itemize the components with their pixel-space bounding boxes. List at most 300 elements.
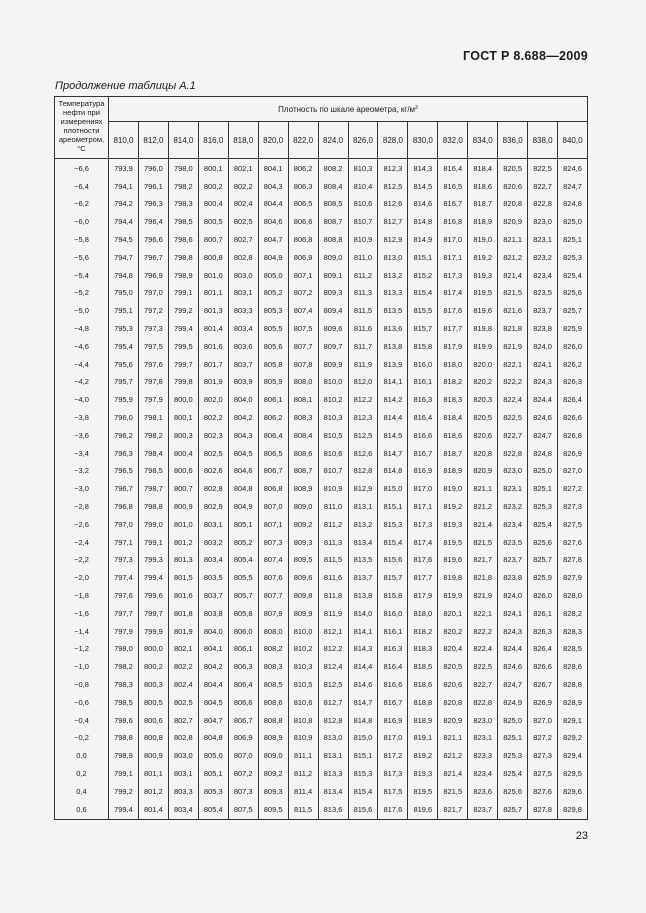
density-cell: 798,8 [138,498,168,516]
density-cell: 795,6 [109,355,139,373]
density-cell: 810,9 [348,231,378,249]
density-cell: 819,9 [438,587,468,605]
density-column-header: 830,0 [408,122,438,159]
density-cell: 823,5 [498,533,528,551]
density-cell: 828,6 [558,658,588,676]
density-cell: 815,8 [378,587,408,605]
density-cell: 811,2 [288,765,318,783]
density-cell: 815,8 [408,337,438,355]
density-cell: 798,2 [138,426,168,444]
density-cell: 810,8 [288,711,318,729]
table-row [55,248,588,266]
density-cell: 801,6 [198,337,228,355]
density-cell: 814,8 [378,462,408,480]
table-row [55,782,588,800]
page-number: 23 [575,830,588,842]
density-cell: 811,0 [318,498,348,516]
density-cell: 816,3 [408,391,438,409]
density-cell: 820,6 [498,177,528,195]
density-table [54,96,588,820]
density-cell: 821,1 [468,480,498,498]
density-cell: 796,9 [138,266,168,284]
density-cell: 821,4 [468,515,498,533]
table-row [55,213,588,231]
density-cell: 805,1 [228,515,258,533]
density-cell: 816,7 [378,693,408,711]
density-cell: 798,3 [109,676,139,694]
density-cell: 810,9 [318,480,348,498]
density-cell: 824,9 [498,693,528,711]
density-cell: 798,6 [109,711,139,729]
density-cell: 808,2 [318,159,348,178]
density-cell: 804,8 [198,729,228,747]
density-cell: 821,2 [468,498,498,516]
density-cell: 818,9 [438,462,468,480]
density-cell: 817,5 [378,782,408,800]
density-cell: 819,3 [438,515,468,533]
density-cell: 814,2 [378,391,408,409]
density-cell: 815,1 [378,498,408,516]
table-row [55,711,588,729]
density-column-header: 824,0 [318,122,348,159]
density-cell: 825,0 [528,462,558,480]
density-cell: 812,8 [348,462,378,480]
density-cell: 822,1 [468,604,498,622]
density-cell: 828,5 [558,640,588,658]
density-cell: 823,4 [468,765,498,783]
density-cell: 825,7 [498,800,528,819]
density-cell: 823,2 [498,498,528,516]
density-cell: 801,4 [198,320,228,338]
density-cell: 799,6 [138,587,168,605]
density-cell: 810,3 [318,409,348,427]
density-cell: 802,3 [198,426,228,444]
density-cell: 799,7 [168,355,198,373]
density-cell: 824,0 [498,587,528,605]
density-cell: 810,4 [348,177,378,195]
density-cell: 811,5 [348,302,378,320]
density-cell: 813,7 [348,569,378,587]
density-cell: 823,3 [468,747,498,765]
density-cell: 815,0 [348,729,378,747]
density-cell: 811,1 [288,747,318,765]
density-cell: 805,5 [228,569,258,587]
temperature-cell: −1,0 [55,658,109,676]
density-cell: 801,2 [168,533,198,551]
density-cell: 797,2 [138,302,168,320]
density-cell: 811,2 [318,515,348,533]
table-caption: Продолжение таблицы А.1 [55,80,196,92]
density-cell: 809,6 [288,569,318,587]
density-cell: 801,6 [168,587,198,605]
density-cell: 812,7 [378,213,408,231]
density-cell: 824,6 [558,159,588,178]
density-cell: 810,6 [318,444,348,462]
table-body [55,159,588,820]
density-cell: 796,1 [138,177,168,195]
density-cell: 804,2 [228,409,258,427]
density-cell: 814,4 [378,409,408,427]
density-cell: 815,4 [378,533,408,551]
density-cell: 812,7 [318,693,348,711]
density-cell: 820,5 [438,658,468,676]
density-cell: 824,4 [528,391,558,409]
density-cell: 821,7 [468,551,498,569]
density-cell: 812,5 [318,676,348,694]
temperature-cell: −0,4 [55,711,109,729]
density-cell: 794,4 [109,213,139,231]
table-row [55,676,588,694]
density-cell: 822,4 [468,640,498,658]
density-cell: 810,7 [318,462,348,480]
density-cell: 816,5 [438,177,468,195]
table-row [55,765,588,783]
density-cell: 804,3 [228,426,258,444]
density-cell: 827,2 [528,729,558,747]
density-cell: 800,1 [198,159,228,178]
temperature-cell: −5,8 [55,231,109,249]
density-cell: 827,0 [558,462,588,480]
density-cell: 826,0 [558,337,588,355]
density-cell: 812,5 [378,177,408,195]
density-cell: 807,3 [228,782,258,800]
density-cell: 815,4 [348,782,378,800]
density-cell: 824,6 [528,409,558,427]
density-cell: 799,2 [168,302,198,320]
density-cell: 800,6 [168,462,198,480]
density-cell: 809,4 [318,302,348,320]
density-cell: 799,1 [109,765,139,783]
density-cell: 819,8 [438,569,468,587]
density-cell: 816,0 [408,355,438,373]
density-cell: 798,5 [138,462,168,480]
density-cell: 808,1 [288,391,318,409]
density-cell: 811,6 [318,569,348,587]
density-cell: 806,2 [258,409,288,427]
density-cell: 816,6 [408,426,438,444]
density-cell: 820,1 [438,604,468,622]
density-cell: 829,4 [558,747,588,765]
density-cell: 812,4 [318,658,348,676]
density-cell: 796,0 [138,159,168,178]
density-cell: 807,4 [288,302,318,320]
density-cell: 823,1 [468,729,498,747]
density-cell: 821,1 [498,231,528,249]
density-cell: 803,2 [198,533,228,551]
density-cell: 814,1 [378,373,408,391]
density-cell: 823,0 [528,213,558,231]
table-row [55,533,588,551]
temperature-cell: 0,2 [55,765,109,783]
density-cell: 806,1 [258,391,288,409]
density-cell: 797,9 [138,391,168,409]
density-cell: 804,3 [258,177,288,195]
density-cell: 811,9 [318,604,348,622]
density-cell: 825,1 [498,729,528,747]
density-cell: 807,0 [228,747,258,765]
density-cell: 808,7 [288,462,318,480]
density-cell: 820,0 [468,355,498,373]
table-row [55,284,588,302]
table-row [55,337,588,355]
density-cell: 815,2 [408,266,438,284]
density-cell: 821,2 [498,248,528,266]
temperature-cell: −5,2 [55,284,109,302]
density-cell: 822,8 [498,444,528,462]
density-cell: 813,9 [378,355,408,373]
density-cell: 804,7 [198,711,228,729]
table-row [55,355,588,373]
temperature-cell: −6,0 [55,213,109,231]
density-cell: 810,0 [318,373,348,391]
density-cell: 805,3 [198,782,228,800]
density-column-header: 836,0 [498,122,528,159]
table-row [55,409,588,427]
density-cell: 819,9 [468,337,498,355]
density-cell: 809,3 [318,284,348,302]
density-cell: 796,2 [109,426,139,444]
density-cell: 803,4 [168,800,198,819]
table-row [55,444,588,462]
density-cell: 826,4 [528,640,558,658]
density-cell: 812,6 [348,444,378,462]
temperature-cell: −4,6 [55,337,109,355]
density-cell: 803,4 [198,551,228,569]
density-cell: 820,8 [438,693,468,711]
density-cell: 802,8 [198,480,228,498]
density-cell: 809,0 [318,248,348,266]
table-row [55,747,588,765]
density-cell: 812,1 [318,622,348,640]
density-cell: 798,7 [138,480,168,498]
temperature-cell: −4,2 [55,373,109,391]
density-cell: 819,3 [468,266,498,284]
density-cell: 827,6 [558,533,588,551]
density-cell: 817,4 [408,533,438,551]
table-row [55,320,588,338]
density-cell: 817,6 [378,800,408,819]
density-cell: 807,1 [288,266,318,284]
density-cell: 804,5 [228,444,258,462]
density-cell: 812,5 [348,426,378,444]
density-cell: 821,4 [498,266,528,284]
density-cell: 819,3 [408,765,438,783]
table-row [55,658,588,676]
density-cell: 823,7 [468,800,498,819]
density-cell: 828,9 [558,693,588,711]
density-cell: 814,5 [408,177,438,195]
density-span-header-text: Плотность по шкале ареометра, кг/м [278,104,416,114]
temperature-cell: −3,0 [55,480,109,498]
table-row [55,462,588,480]
density-cell: 800,9 [138,747,168,765]
density-cell: 808,4 [288,426,318,444]
density-cell: 798,0 [109,640,139,658]
density-cell: 802,2 [228,177,258,195]
density-cell: 804,4 [198,676,228,694]
density-cell: 800,3 [138,676,168,694]
density-cell: 818,7 [468,195,498,213]
density-cell: 805,4 [228,551,258,569]
density-span-header [109,97,588,122]
density-cell: 804,0 [198,622,228,640]
density-cell: 818,7 [438,444,468,462]
density-cell: 820,8 [468,444,498,462]
density-cell: 806,9 [228,729,258,747]
density-cell: 811,0 [348,248,378,266]
density-cell: 809,3 [258,782,288,800]
density-cell: 820,8 [498,195,528,213]
density-cell: 823,6 [468,782,498,800]
density-cell: 802,8 [228,248,258,266]
temperature-cell: −5,6 [55,248,109,266]
density-cell: 821,7 [438,800,468,819]
density-cell: 828,8 [558,676,588,694]
density-cell: 804,6 [228,462,258,480]
density-column-header: 812,0 [138,122,168,159]
density-cell: 822,2 [498,373,528,391]
density-cell: 808,6 [288,444,318,462]
density-cell: 809,1 [318,266,348,284]
density-cell: 818,8 [408,693,438,711]
density-cell: 819,6 [408,800,438,819]
density-cell: 825,1 [528,480,558,498]
density-cell: 798,2 [109,658,139,676]
density-column-header: 814,0 [168,122,198,159]
temperature-cell: −0,6 [55,693,109,711]
density-cell: 810,2 [318,391,348,409]
density-cell: 803,1 [228,284,258,302]
density-cell: 803,5 [198,569,228,587]
density-cell: 805,8 [228,604,258,622]
density-cell: 801,1 [198,284,228,302]
density-cell: 805,4 [198,800,228,819]
density-cell: 800,8 [198,248,228,266]
density-cell: 827,8 [528,800,558,819]
density-cell: 806,9 [288,248,318,266]
density-cell: 823,5 [528,284,558,302]
density-cell: 820,9 [438,711,468,729]
density-cell: 800,9 [168,498,198,516]
density-cell: 813,5 [378,302,408,320]
density-cell: 795,4 [109,337,139,355]
density-cell: 825,3 [528,498,558,516]
density-cell: 820,3 [468,391,498,409]
temperature-column-header: Температура нефти при измерениях плотности ареометром, °С [55,97,109,159]
density-cell: 799,7 [138,604,168,622]
density-cell: 821,5 [498,284,528,302]
table-row [55,231,588,249]
density-cell: 810,2 [288,640,318,658]
density-cell: 817,3 [408,515,438,533]
density-cell: 819,1 [408,729,438,747]
density-cell: 797,0 [138,284,168,302]
density-cell: 811,2 [348,266,378,284]
density-cell: 827,6 [528,782,558,800]
density-cell: 802,7 [168,711,198,729]
density-cell: 826,1 [528,604,558,622]
density-column-header: 828,0 [378,122,408,159]
density-cell: 809,2 [258,765,288,783]
density-cell: 804,4 [258,195,288,213]
density-unit-superscript: 3 [415,104,418,111]
density-cell: 818,4 [438,409,468,427]
standard-designation: ГОСТ Р 8.688—2009 [463,49,588,63]
density-cell: 797,5 [138,337,168,355]
density-cell: 817,0 [438,231,468,249]
density-cell: 816,7 [408,444,438,462]
density-cell: 821,1 [438,729,468,747]
density-cell: 799,4 [109,800,139,819]
density-cell: 824,3 [498,622,528,640]
density-cell: 816,1 [408,373,438,391]
density-cell: 806,1 [228,640,258,658]
density-cell: 811,3 [348,284,378,302]
density-cell: 823,0 [498,462,528,480]
density-cell: 815,4 [408,284,438,302]
density-cell: 802,9 [198,498,228,516]
density-cell: 821,9 [468,587,498,605]
table-row [55,693,588,711]
density-cell: 819,5 [468,284,498,302]
density-cell: 794,7 [109,248,139,266]
temperature-cell: −4,4 [55,355,109,373]
density-cell: 800,0 [138,640,168,658]
density-cell: 814,3 [348,640,378,658]
density-cell: 818,9 [468,213,498,231]
density-cell: 823,1 [528,231,558,249]
density-cell: 807,5 [288,320,318,338]
density-cell: 821,9 [498,337,528,355]
density-cell: 823,7 [528,302,558,320]
density-cell: 802,4 [228,195,258,213]
density-cell: 808,5 [318,195,348,213]
temperature-cell: −5,4 [55,266,109,284]
density-cell: 809,7 [318,337,348,355]
table-row [55,640,588,658]
density-cell: 827,3 [558,498,588,516]
density-column-header: 820,0 [258,122,288,159]
density-cell: 802,6 [198,462,228,480]
table-row [55,729,588,747]
density-cell: 805,0 [258,266,288,284]
density-cell: 803,3 [228,302,258,320]
density-cell: 805,2 [258,284,288,302]
density-cell: 821,5 [468,533,498,551]
density-cell: 814,5 [378,426,408,444]
density-cell: 813,8 [348,587,378,605]
density-cell: 804,5 [198,693,228,711]
density-cell: 800,8 [138,729,168,747]
density-cell: 810,6 [288,693,318,711]
density-cell: 813,0 [318,729,348,747]
density-cell: 818,0 [438,355,468,373]
density-cell: 800,0 [168,391,198,409]
temperature-cell: −6,2 [55,195,109,213]
density-cell: 814,7 [378,444,408,462]
temperature-cell: −3,4 [55,444,109,462]
density-cell: 800,3 [168,426,198,444]
density-cell: 820,9 [498,213,528,231]
density-cell: 805,6 [258,337,288,355]
density-cell: 796,0 [109,409,139,427]
density-cell: 808,8 [318,231,348,249]
density-cell: 817,4 [438,284,468,302]
density-cell: 814,6 [408,195,438,213]
density-cell: 796,3 [109,444,139,462]
density-cell: 796,6 [138,231,168,249]
density-cell: 817,3 [378,765,408,783]
